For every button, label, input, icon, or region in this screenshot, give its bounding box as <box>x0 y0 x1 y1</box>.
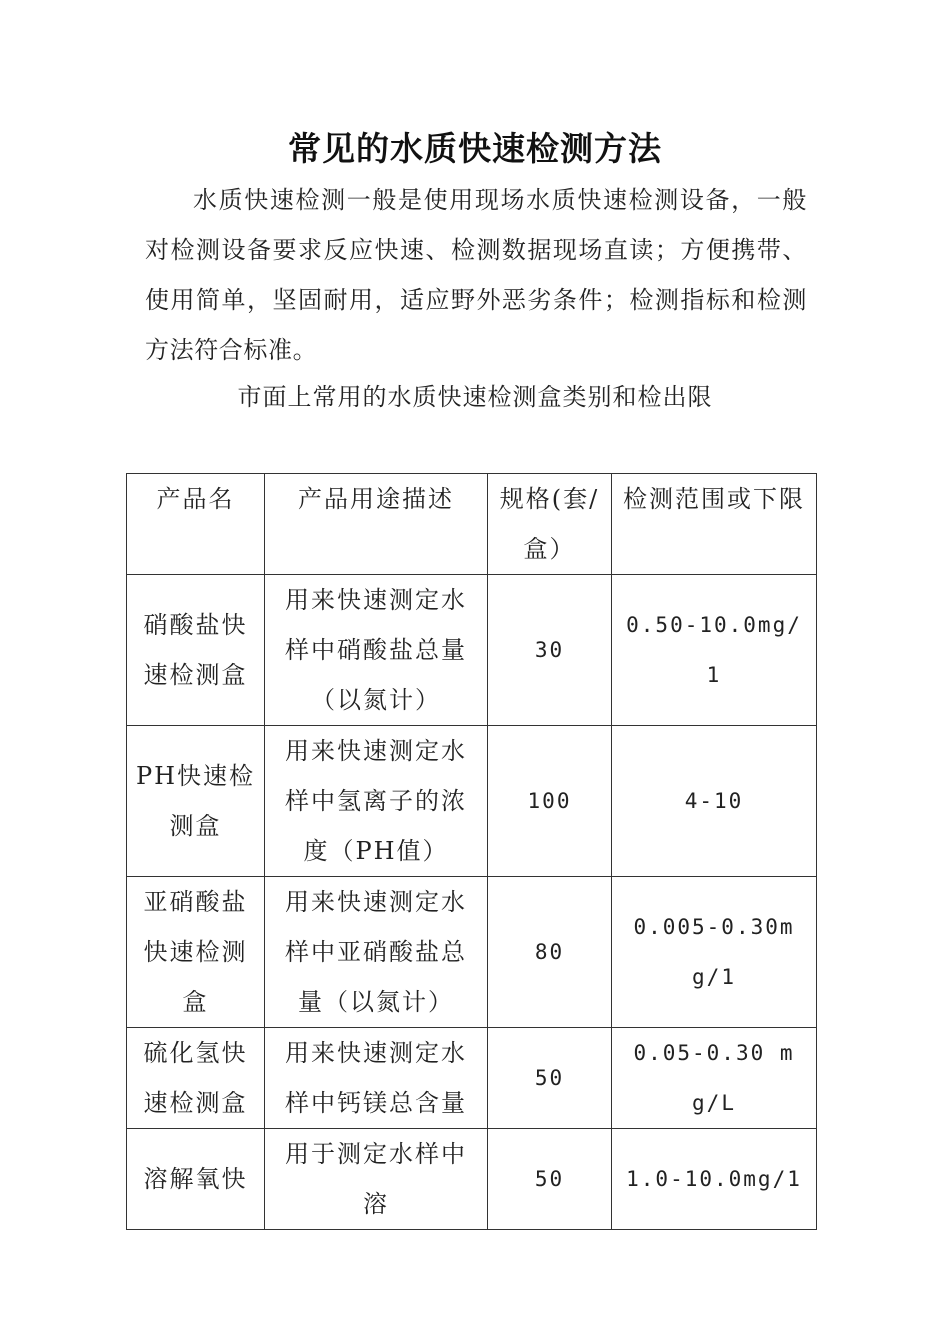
cell-product-description: 用来快速测定水样中亚硝酸盐总量（以氮计） <box>265 877 488 1028</box>
table-row <box>127 1028 817 1129</box>
cell-product-name: 亚硝酸盐快速检测盒 <box>127 877 265 1028</box>
cell-specification: 30 <box>488 575 612 726</box>
table-row <box>127 726 817 877</box>
cell-product-description: 用来快速测定水样中氢离子的浓度（PH值） <box>265 726 488 877</box>
header-detection-range: 检测范围或下限 <box>612 474 817 575</box>
cell-product-description: 用于测定水样中溶 <box>265 1129 488 1230</box>
table-caption: 市面上常用的水质快速检测盒类别和检出限 <box>237 383 713 411</box>
cell-product-name: 溶解氧快 <box>127 1129 265 1230</box>
table-row <box>127 1129 817 1230</box>
cell-product-name: PH快速检测盒 <box>127 726 265 877</box>
header-product-description: 产品用途描述 <box>265 474 488 575</box>
cell-specification: 100 <box>488 726 612 877</box>
table-header-row <box>127 474 817 575</box>
cell-product-name: 硝酸盐快速检测盒 <box>127 575 265 726</box>
cell-detection-range: 0.50-10.0mg/1 <box>612 575 817 726</box>
cell-detection-range: 0.05-0.30 mg/L <box>612 1028 817 1129</box>
cell-detection-range: 1.0-10.0mg/1 <box>612 1129 817 1230</box>
cell-detection-range: 4-10 <box>612 726 817 877</box>
table-row <box>127 575 817 726</box>
document-title: 常见的水质快速检测方法 <box>288 129 662 168</box>
table-row <box>127 877 817 1028</box>
intro-paragraph: 水质快速检测一般是使用现场水质快速检测设备，一般对检测设备要求反应快速、检测数据现场直读；方便携带、使用简单，坚固耐用，适应野外恶劣条件；检测指标和检测方法符合标准。 <box>145 186 807 364</box>
cell-specification: 50 <box>488 1129 612 1230</box>
header-product-name: 产品名 <box>127 474 265 575</box>
cell-specification: 80 <box>488 877 612 1028</box>
header-specification: 规格(套/盒） <box>488 474 612 575</box>
cell-product-description: 用来快速测定水样中硝酸盐总量（以氮计） <box>265 575 488 726</box>
cell-specification: 50 <box>488 1028 612 1129</box>
cell-detection-range: 0.005-0.30mg/1 <box>612 877 817 1028</box>
spec-table <box>126 473 817 1230</box>
cell-product-name: 硫化氢快速检测盒 <box>127 1028 265 1129</box>
cell-product-description: 用来快速测定水样中钙镁总含量 <box>265 1028 488 1129</box>
